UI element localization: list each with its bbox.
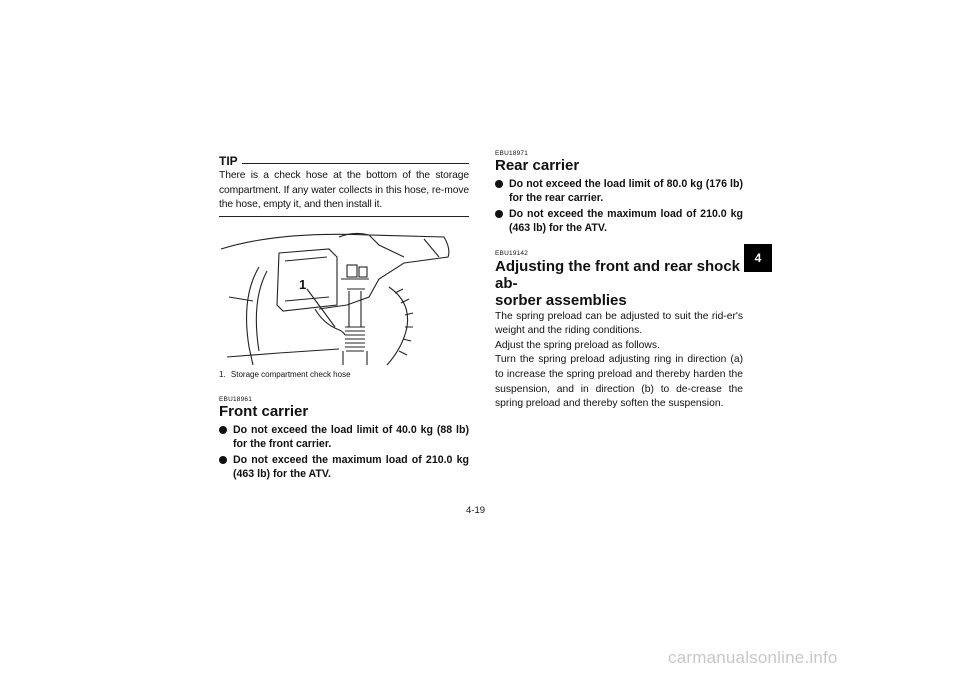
caption-number: 1. — [219, 369, 226, 379]
figure-caption — [219, 370, 469, 379]
watermark: carmanualsonline.info — [668, 648, 838, 667]
bullet-icon — [495, 210, 503, 218]
figure-callout-1: 1 — [299, 276, 307, 292]
right-column — [495, 150, 743, 412]
shock-heading-line1: Adjusting the front and rear shock ab- — [495, 257, 741, 292]
bullet-icon — [219, 426, 227, 434]
shock-paragraph-1: The spring preload can be adjusted to suit the rid-er's weight and the riding conditions. — [495, 310, 743, 337]
list-item: Do not exceed the maximum load of 210.0 kg (463 lb) for the ATV. — [495, 207, 743, 236]
storage-compartment-figure — [219, 227, 469, 367]
tip-rule — [242, 163, 469, 164]
list-item: Do not exceed the maximum load of 210.0 kg (463 lb) for the ATV. — [219, 453, 469, 482]
check-hose-illustration — [219, 227, 469, 367]
shock-code: EBU19142 — [495, 249, 529, 257]
bullet-icon — [495, 180, 503, 188]
page-number: 4-19 — [466, 505, 486, 516]
shock-body — [495, 310, 743, 412]
left-column — [219, 154, 469, 482]
shock-paragraph-3: Turn the spring preload adjusting ring in direction (a) to increase the spring preload and thereby harden the suspension, and in direction (b) to de-crease the spring preload and thereby soften the suspension. — [495, 354, 743, 410]
front-carrier-list — [219, 423, 469, 482]
shock-heading — [495, 258, 743, 309]
list-item: Do not exceed the load limit of 80.0 kg (176 lb) for the rear carrier. — [495, 177, 743, 206]
rear-carrier-list — [495, 177, 743, 236]
rear-carrier-heading: Rear carrier — [495, 157, 580, 174]
list-item: Do not exceed the load limit of 40.0 kg (88 lb) for the front carrier. — [219, 423, 469, 452]
tip-label: TIP — [219, 154, 238, 168]
tip-text: There is a check hose at the bottom of the storage compartment. If any water collects in this hose, re-move the hose, empty it, and then install it. — [219, 170, 469, 211]
bullet-icon — [219, 456, 227, 464]
front-carrier-code: EBU18961 — [219, 395, 253, 403]
tip-end-rule — [219, 216, 469, 217]
tip-header — [219, 154, 469, 168]
rear-carrier-code: EBU18971 — [495, 150, 529, 157]
chapter-tab: 4 — [744, 244, 772, 272]
front-carrier-heading: Front carrier — [219, 402, 309, 420]
shock-paragraph-2: Adjust the spring preload as follows. — [495, 339, 660, 351]
caption-text: Storage compartment check hose — [230, 369, 351, 379]
shock-heading-line2: sorber assemblies — [495, 291, 627, 309]
